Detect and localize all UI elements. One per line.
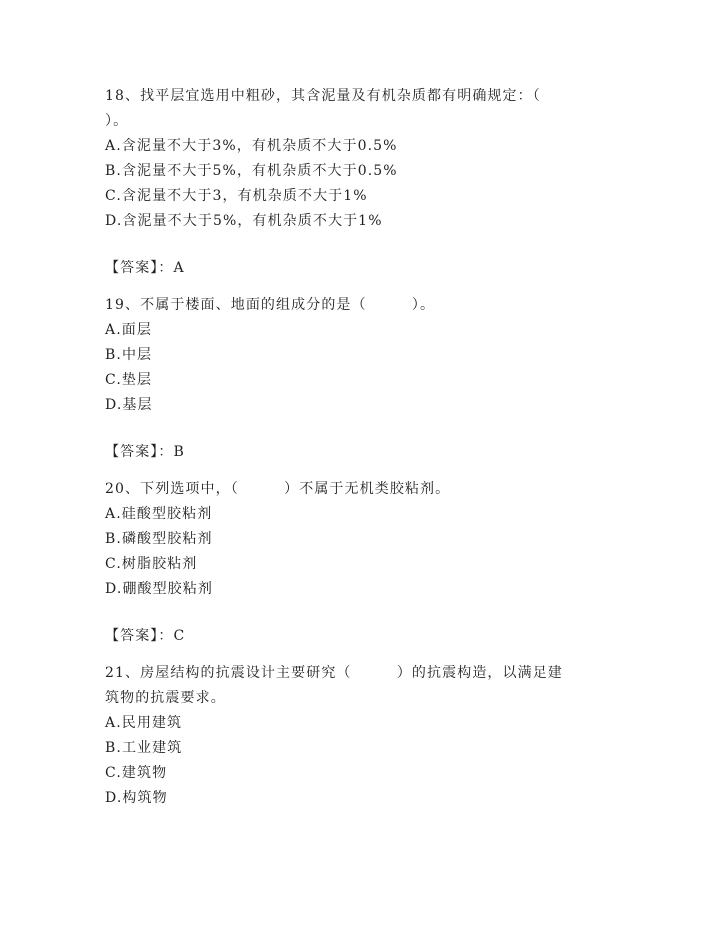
question-20-answer: 【答案】：C <box>105 628 186 644</box>
question-21-option-b: B.工业建筑 <box>105 740 183 756</box>
question-21-stem-line-1: 21、房屋结构的抗震设计主要研究（ ）的抗震构造，以满足建 <box>105 665 563 681</box>
question-18-option-a: A.含泥量不大于3%，有机杂质不大于0.5% <box>105 138 398 154</box>
question-20-option-a: A.硅酸型胶粘剂 <box>105 506 213 522</box>
question-19-option-d: D.基层 <box>105 397 153 413</box>
question-19-answer: 【答案】：B <box>105 444 185 460</box>
question-20-stem-line-1: 20、下列选项中，（ ）不属于无机类胶粘剂。 <box>105 481 451 497</box>
question-21-option-a: A.民用建筑 <box>105 715 183 731</box>
question-21-option-c: C.建筑物 <box>105 765 168 781</box>
question-20-option-b: B.磷酸型胶粘剂 <box>105 531 213 547</box>
question-18-stem-line-1: 18、找平层宜选用中粗砂，其含泥量及有机杂质都有明确规定：（ <box>105 88 541 104</box>
question-21-stem-line-2: 筑物的抗震要求。 <box>105 690 226 706</box>
question-18-option-c: C.含泥量不大于3，有机杂质不大于1% <box>105 188 368 204</box>
question-19-option-a: A.面层 <box>105 322 152 338</box>
question-18-answer: 【答案】：A <box>105 260 185 276</box>
question-18-option-b: B.含泥量不大于5%，有机杂质不大于0.5% <box>105 163 398 179</box>
question-20-option-d: D.硼酸型胶粘剂 <box>105 581 213 597</box>
question-19-option-b: B.中层 <box>105 347 153 363</box>
question-21-option-d: D.构筑物 <box>105 790 168 806</box>
question-19-stem-line-1: 19、不属于楼面、地面的组成分的是（ ）。 <box>105 297 436 313</box>
question-18-option-d: D.含泥量不大于5%，有机杂质不大于1% <box>105 213 383 229</box>
question-18-stem-line-2: ）。 <box>105 113 129 129</box>
question-19-option-c: C.垫层 <box>105 372 153 388</box>
question-20-option-c: C.树脂胶粘剂 <box>105 556 198 572</box>
